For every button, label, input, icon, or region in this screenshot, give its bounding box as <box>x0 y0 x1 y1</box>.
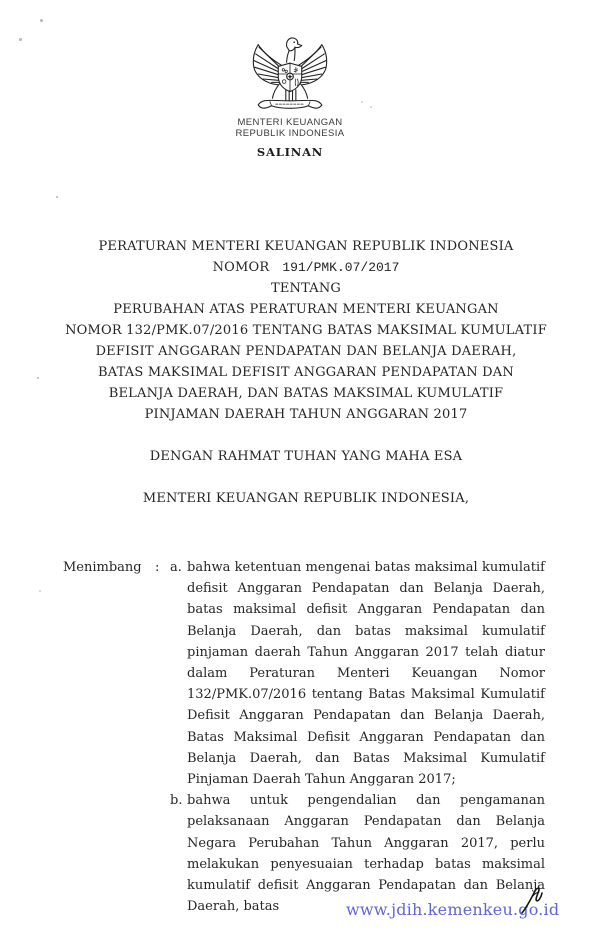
consideration-items <box>170 557 545 917</box>
menimbang-label: Menimbang <box>63 560 142 575</box>
item-text: bahwa ketentuan mengenai batas maksimal kumulatif defisit Anggaran Pendapatan dan Belanja Daerah, batas maksimal defisit Anggaran Pendapatan dan Belanja Daerah, dan batas maksimal kumulatif pinjaman daerah Tahun Anggaran 2017 telah diatur dalam Peraturan Menteri Keuangan Nomor 132/PMK.07/2016 tentang Batas Maksimal Kumulatif Defisit Anggaran Pendapatan dan Belanja Daerah, Batas Maksimal Defisit Anggaran Pendapatan dan Belanja Daerah, dan Batas Maksimal Kumulatif Pinjaman Daerah Tahun Anggaran 2017; <box>187 560 545 788</box>
item-letter: b. <box>170 793 183 809</box>
regulation-title: PERATURAN MENTERI KEUANGAN REPUBLIK INDONESIA <box>98 239 514 254</box>
subject-line: PERUBAHAN ATAS PERATURAN MENTERI KEUANGAN <box>113 302 499 317</box>
jdih-link[interactable]: www.jdih.kemenkeu.go.id <box>346 900 560 919</box>
subject-line: BELANJA DAERAH, DAN BATAS MAKSIMAL KUMULATIF <box>108 386 504 401</box>
subject-line: DEFISIT ANGGARAN PENDAPATAN DAN BELANJA DAERAH, <box>95 344 517 359</box>
title-block <box>36 236 576 509</box>
nomor-value: 191/PMK.07/2017 <box>282 260 400 275</box>
subject-line: PINJAMAN DAERAH TAHUN ANGGARAN 2017 <box>144 407 468 422</box>
subject-line: BATAS MAKSIMAL DEFISIT ANGGARAN PENDAPATAN DAN <box>98 365 514 380</box>
scan-speck <box>56 196 58 198</box>
invocation-line: DENGAN RAHMAT TUHAN YANG MAHA ESA <box>149 449 463 464</box>
menimbang-colon: : <box>155 560 160 575</box>
item-letter: a. <box>170 560 182 575</box>
subject-line: NOMOR 132/PMK.07/2016 TENTANG BATAS MAKSIMAL KUMULATIF <box>65 323 547 338</box>
considerations-section <box>63 557 545 917</box>
handwritten-initial-mark <box>519 884 545 916</box>
ministry-name: MENTERI KEUANGAN <box>237 117 343 128</box>
scan-speck <box>40 19 43 22</box>
item-text: bahwa untuk pengendalian dan pengamanan pelaksanaan Anggaran Pendapatan dan Belanja Negara Perubahan Tahun Anggaran 2017, perlu melakukan penyesuaian terhadap batas maksimal kumulatif defisit Anggaran Pendapatan dan Belanja Daerah, batas <box>187 793 545 915</box>
consideration-item-a <box>170 557 545 790</box>
tentang-label: TENTANG <box>270 281 342 296</box>
authority-line: MENTERI KEUANGAN REPUBLIK INDONESIA, <box>142 491 470 506</box>
scan-speck <box>39 590 41 592</box>
consideration-item-b <box>170 790 545 917</box>
copy-label: SALINAN <box>256 145 324 159</box>
nomor-label: NOMOR <box>212 260 270 275</box>
ministry-country: REPUBLIK INDONESIA <box>235 128 345 139</box>
regulation-number-line <box>36 257 576 278</box>
garuda-pancasila-emblem <box>248 33 332 115</box>
letterhead <box>0 33 580 159</box>
